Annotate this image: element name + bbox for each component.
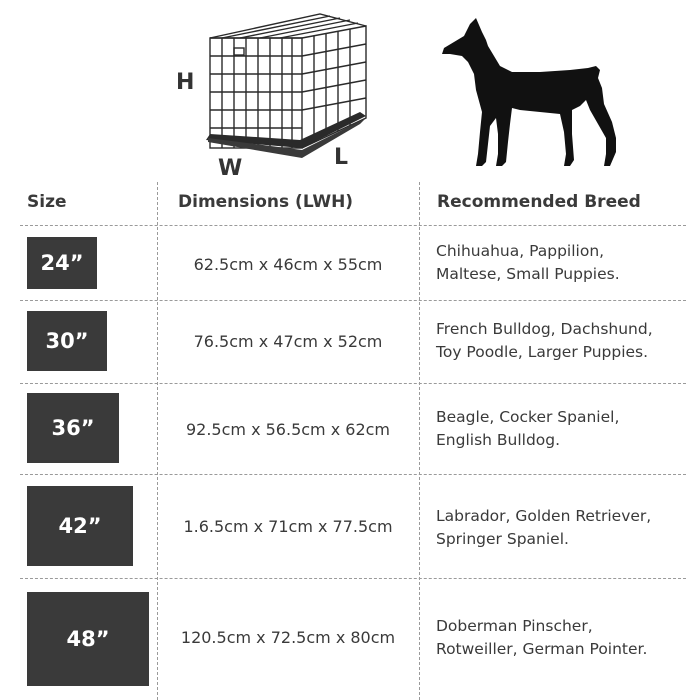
size-badge: 36” xyxy=(27,393,119,463)
breed-line: Maltese, Small Puppies. xyxy=(436,265,620,283)
size-header: Size xyxy=(27,192,67,212)
dimensions-header: Dimensions (LWH) xyxy=(178,192,354,212)
breed-line: Toy Poodle, Larger Puppies. xyxy=(436,343,649,361)
breed-line: Rotweiller, German Pointer. xyxy=(436,640,648,658)
size-badge: 30” xyxy=(27,311,107,371)
column-separator xyxy=(419,182,420,700)
row-separator xyxy=(20,300,686,301)
doberman-silhouette-icon xyxy=(440,14,620,170)
breed-value xyxy=(436,318,696,364)
size-badge: 48” xyxy=(27,592,149,686)
breed-value xyxy=(436,505,696,551)
width-label: W xyxy=(218,156,243,181)
row-separator xyxy=(20,474,686,475)
breed-line: English Bulldog. xyxy=(436,431,561,449)
size-badge: 42” xyxy=(27,486,133,566)
breed-line: Beagle, Cocker Spaniel, xyxy=(436,408,620,426)
breed-value xyxy=(436,240,696,286)
dimensions-value: 120.5cm x 72.5cm x 80cm xyxy=(180,628,396,647)
dimensions-value: 1.6.5cm x 71cm x 77.5cm xyxy=(183,517,393,536)
breed-line: Springer Spaniel. xyxy=(436,530,569,548)
height-label: H xyxy=(176,70,195,95)
dimensions-value: 76.5cm x 47cm x 52cm xyxy=(193,332,383,351)
dimensions-value: 62.5cm x 46cm x 55cm xyxy=(193,255,383,274)
breed-line: Doberman Pinscher, xyxy=(436,617,593,635)
breed-value xyxy=(436,615,696,661)
row-separator xyxy=(20,225,686,226)
row-separator xyxy=(20,578,686,579)
size-badge: 24” xyxy=(27,237,97,289)
wire-crate-icon xyxy=(200,8,370,166)
breed-value xyxy=(436,406,696,452)
row-separator xyxy=(20,383,686,384)
length-label: L xyxy=(334,145,349,170)
breed-line: Chihuahua, Pappilion, xyxy=(436,242,605,260)
breed-header: Recommended Breed xyxy=(437,192,641,212)
breed-line: Labrador, Golden Retriever, xyxy=(436,507,652,525)
breed-line: French Bulldog, Dachshund, xyxy=(436,320,653,338)
dimensions-value: 92.5cm x 56.5cm x 62cm xyxy=(185,420,391,439)
